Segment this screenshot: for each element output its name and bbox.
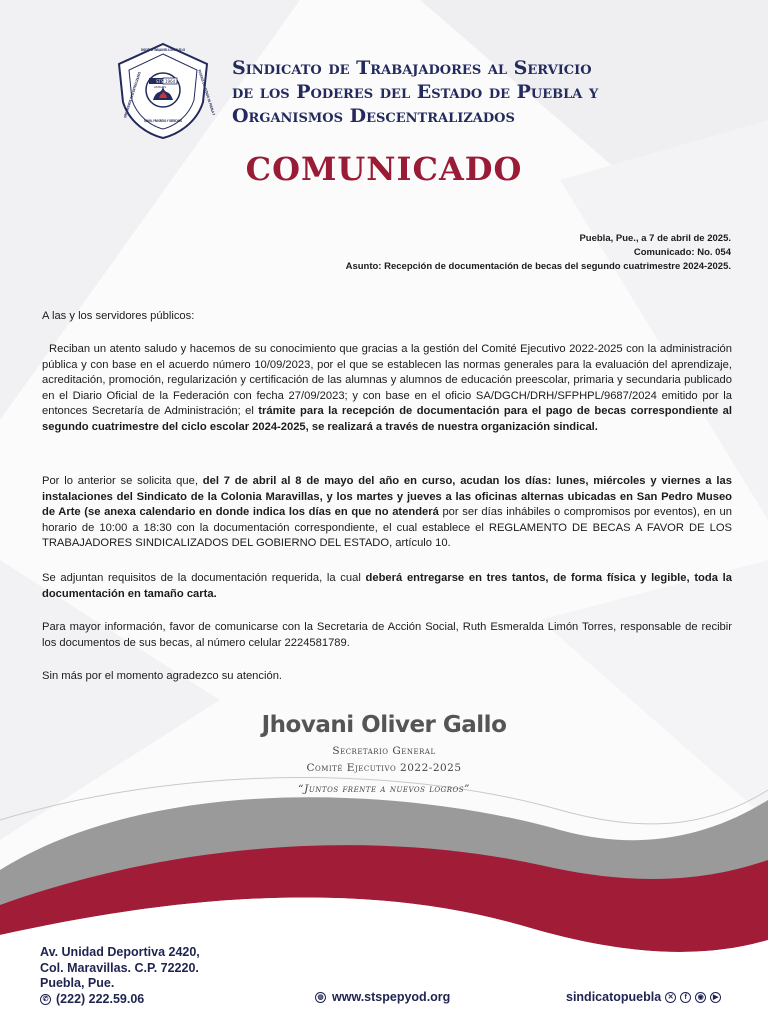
footer-address — [40, 945, 200, 1007]
instagram-icon[interactable]: ◉ — [695, 992, 706, 1003]
paragraph-1-bold: trámite para la recepción de documentación para el pago de becas correspondiente al segundo cuatrimestre del ciclo escolar 2024-2025, se realizará a través de nuestra organización sindical. — [42, 405, 736, 433]
signatory-name: Jhovani Oliver Gallo — [261, 712, 507, 738]
paragraph-3-bold: deberá entregarse en tres tantos, de forma física y legible, toda la documentación en tamaño carta. — [42, 572, 732, 600]
paragraph-4: Para mayor información, favor de comunicarse con la Secretaria de Acción Social, Ruth Esmeralda Limón Torres, responsable de recibir los documentos de sus becas, al número celular 2224581789. — [42, 621, 732, 649]
communique-number: Comunicado: No. 054 — [633, 247, 731, 258]
logo-text-top: SINDICATO DE TRABAJADORES AL SERVICIO DE LOS — [141, 48, 186, 52]
address-line: Col. Maravillas. C.P. 72220. — [40, 960, 199, 975]
document-meta — [346, 232, 731, 274]
closing-line: Sin más por el momento agradezco su atención. — [42, 670, 283, 682]
phone-icon: ✆ — [40, 994, 51, 1005]
youtube-icon[interactable]: ▶ — [710, 992, 721, 1003]
paragraph-2 — [42, 474, 732, 552]
phone-number[interactable]: (222) 222.59.06 — [56, 991, 145, 1006]
facebook-icon[interactable]: f — [680, 992, 691, 1003]
logo-text-bottom: UNIÓN, PROGRESO Y DERECHOS — [144, 119, 206, 123]
union-name-line: Organismos Descentralizados — [232, 105, 515, 127]
logo-badge-year: 1964 — [165, 79, 176, 84]
footer-phone — [40, 992, 200, 1008]
paragraph-1-text: Reciban un atento saludo y hacemos de su conocimiento que gracias a la gestión del Comité Ejecutivo 2022-2025 con la administración pública y con base en el acuerdo número 10/09/2023, por el que se establecen las normas generales para la evaluación del aprendizaje, acreditación, promoción, regularización y certificación de las alumnas y alumnos de educación preescolar, primaria y secundaria publicado en el Diario Oficial de la Federación con fecha 27/09/2023; y con base en el oficio SA/DGCH/DRH/SFPHPL/9687/2024 emitido por la entonces Secretaría de Administración; el — [42, 343, 736, 418]
place-date: Puebla, Pue., a 7 de abril de 2025. — [579, 233, 731, 244]
logo-badge-top: STSE — [156, 79, 167, 84]
paragraph-2-text: Por lo anterior se solicita que, — [42, 475, 203, 487]
address-line: Puebla, Pue. — [40, 976, 115, 990]
paragraph-2-text-end: por ser días inhábiles o compromisos por eventos), en un horario de 10:00 a 18:30 con la documentación correspondiente, el cual establece el REGLAMENTO DE BECAS A FAVOR DE LOS TRABAJADORES SINDICALIZADOS DEL GOBIERNO DEL ESTADO, artículo 10. — [42, 506, 732, 550]
paragraph-3 — [42, 571, 732, 602]
x-icon[interactable]: ✕ — [665, 992, 676, 1003]
document-title: COMUNICADO — [245, 150, 523, 188]
union-name — [232, 56, 732, 128]
paragraph-1 — [42, 342, 736, 436]
union-name-line: de los Poderes del Estado de Puebla y — [232, 81, 599, 103]
footer-website — [315, 990, 450, 1004]
social-handle[interactable]: sindicatopuebla — [566, 990, 662, 1004]
website-link[interactable]: www.stspepyod.org — [332, 990, 451, 1004]
paragraph-3-text: Se adjuntan requisitos de la documentación requerida, la cual — [42, 572, 366, 584]
motto: “Juntos frente a nuevos logros” — [298, 783, 470, 795]
greeting: A las y los servidores públicos: — [42, 310, 195, 322]
subject-line: Asunto: Recepción de documentación de becas del segundo cuatrimestre 2024-2025. — [345, 261, 731, 272]
footer-social — [566, 990, 721, 1004]
globe-icon: ◍ — [315, 992, 326, 1003]
signatory-role: Secretario General — [332, 745, 436, 757]
address-line: Av. Unidad Deportiva 2420, — [40, 945, 200, 959]
paragraph-2-bold: del 7 de abril al 8 de mayo del año en curso, acudan los días: lunes, miércoles y viernes a las instalaciones del Sindicato de la Colonia Maravillas, y los martes y jueves a las oficinas alternas ubicadas en San Pedro Museo de Arte (se anexa calendario en donde indica los días en que no atenderá — [42, 475, 732, 519]
logo-badge-mid: AMIGOS — [154, 85, 167, 89]
union-name-line: Sindicato de Trabajadores al Servicio — [232, 57, 592, 79]
logo-text-left: ORGANISMOS DESCENTRALIZADOS — [123, 53, 148, 119]
logo-text-right: PODERES DEL ESTADO DE PUEBLA Y — [197, 69, 223, 136]
union-logo — [113, 40, 223, 140]
signatory-committee: Comité Ejecutivo 2022-2025 — [306, 762, 462, 774]
